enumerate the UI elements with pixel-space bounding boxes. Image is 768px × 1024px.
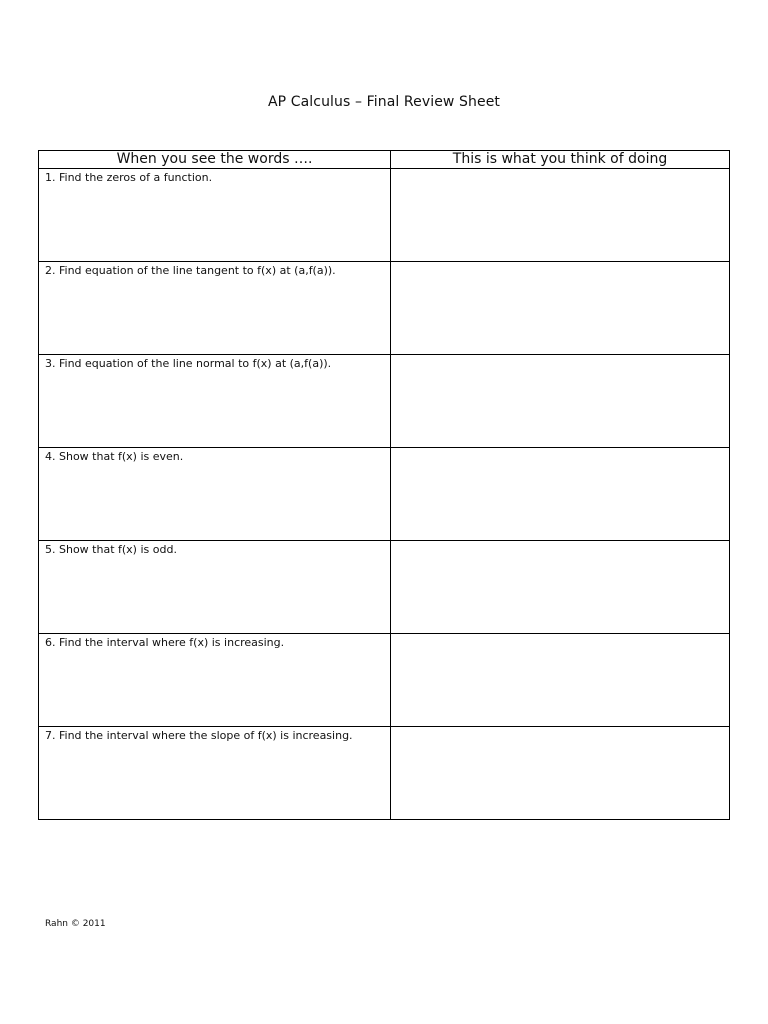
- prompt-cell: [39, 262, 391, 355]
- answer-cell[interactable]: [391, 541, 730, 634]
- answer-cell[interactable]: [391, 169, 730, 262]
- prompt-text: 7. Find the interval where the slope of f(x) is increasing.: [45, 729, 353, 742]
- column-header-prompt: When you see the words ….: [39, 151, 391, 169]
- prompt-cell: [39, 448, 391, 541]
- answer-cell[interactable]: [391, 448, 730, 541]
- table-header-row: [39, 151, 730, 169]
- column-header-answer: This is what you think of doing: [391, 151, 730, 169]
- answer-cell[interactable]: [391, 355, 730, 448]
- answer-cell[interactable]: [391, 634, 730, 727]
- prompt-cell: [39, 541, 391, 634]
- prompt-text: 2. Find equation of the line tangent to f(x) at (a,f(a)).: [45, 264, 336, 277]
- prompt-cell: [39, 169, 391, 262]
- prompt-text: 5. Show that f(x) is odd.: [45, 543, 177, 556]
- table-row: [39, 727, 730, 820]
- table-row: [39, 355, 730, 448]
- table-row: [39, 262, 730, 355]
- footer-copyright: Rahn © 2011: [45, 919, 106, 929]
- table-row: [39, 634, 730, 727]
- table-row: [39, 541, 730, 634]
- page-title: AP Calculus – Final Review Sheet: [267, 94, 501, 110]
- prompt-text: 6. Find the interval where f(x) is increasing.: [45, 636, 285, 649]
- prompt-text: 3. Find equation of the line normal to f(x) at (a,f(a)).: [45, 357, 332, 370]
- prompt-cell: [39, 634, 391, 727]
- review-table: [38, 150, 730, 820]
- prompt-cell: [39, 727, 391, 820]
- table-row: [39, 448, 730, 541]
- prompt-text: 4. Show that f(x) is even.: [45, 450, 184, 463]
- table-row: [39, 169, 730, 262]
- answer-cell[interactable]: [391, 727, 730, 820]
- answer-cell[interactable]: [391, 262, 730, 355]
- prompt-cell: [39, 355, 391, 448]
- prompt-text: 1. Find the zeros of a function.: [45, 171, 213, 184]
